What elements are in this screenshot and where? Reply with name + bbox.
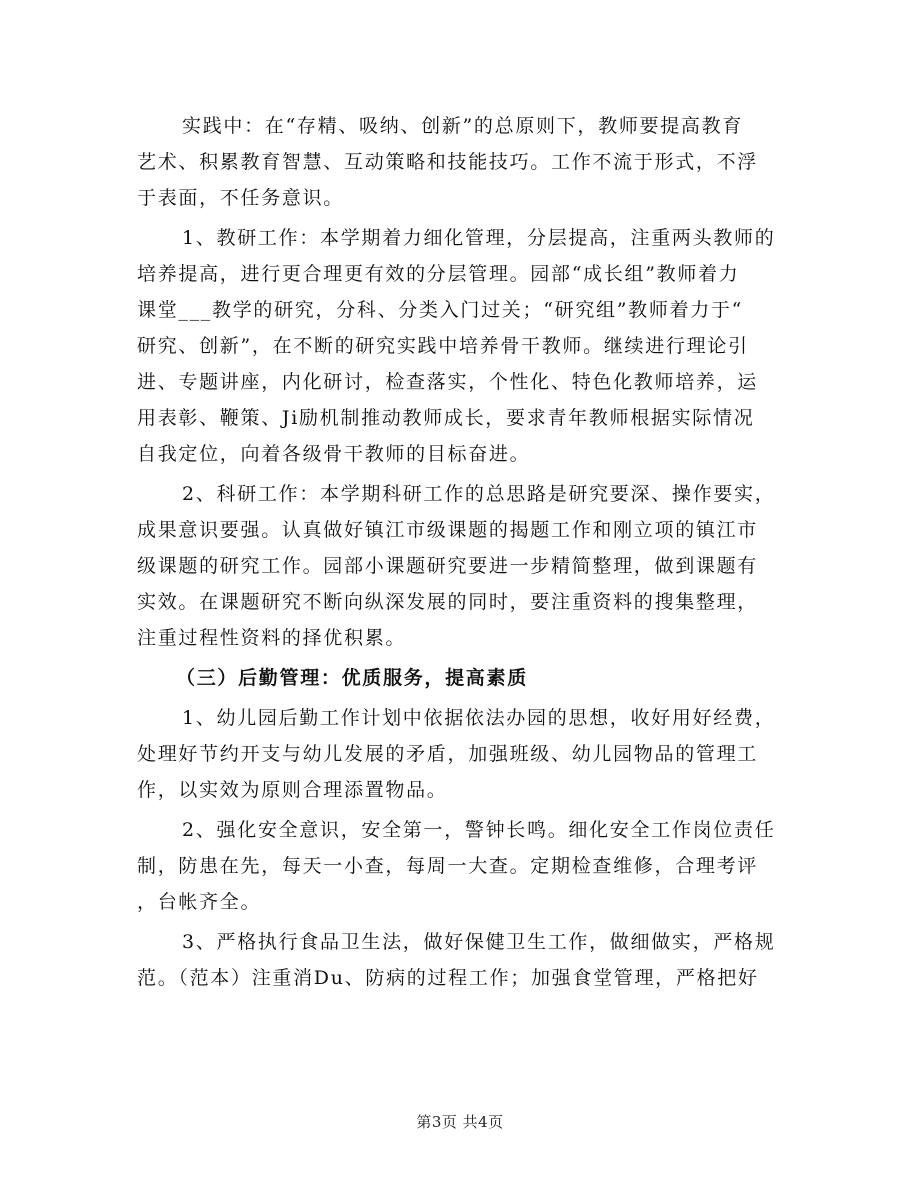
paragraph-teaching-research-line: 课堂___教学的研究，分科、分类入门过关；“研究组”教师着力于“	[137, 299, 744, 321]
paragraph-teaching-research-line: 培养提高，进行更合理更有效的分层管理。园部“成长组”教师着力	[137, 263, 740, 285]
paragraph-logistics-3-line: 范。（范本）注重消Du、防病的过程工作；加强食堂管理，严格把好	[137, 967, 759, 989]
paragraph-logistics-2-line: ，台帐齐全。	[137, 891, 262, 913]
paragraph-logistics-1-line: 处理好节约开支与幼儿发展的矛盾，加强班级、幼儿园物品的管理工	[137, 743, 759, 765]
paragraph-logistics-2-line: 制，防患在先，每天一小查，每周一大查。定期检查维修，合理考评	[137, 855, 759, 877]
paragraph-practice-line: 实践中：在“存精、吸纳、创新”的总原则下，教师要提高教育	[182, 115, 744, 137]
paragraph-teaching-research-line: 研究、创新”，在不断的研究实践中培养骨干教师。继续进行理论引	[137, 335, 749, 357]
paragraph-teaching-research-line: 进、专题讲座，内化研讨，检查落实，个性化、特色化教师培养，运	[137, 371, 759, 393]
paragraph-practice-line: 艺术、积累教育智慧、互动策略和技能技巧。工作不流于形式，不浮	[137, 151, 759, 173]
paragraph-logistics-3-line: 3、严格执行食品卫生法，做好保健卫生工作，做细做实，严格规	[182, 931, 776, 953]
paragraph-teaching-research-line: 1、教研工作：本学期着力细化管理，分层提高，注重两头教师的	[182, 227, 776, 249]
paragraph-scientific-research-line: 2、科研工作：本学期科研工作的总思路是研究要深、操作要实，	[182, 483, 776, 505]
paragraph-logistics-1-line: 作，以实效为原则合理添置物品。	[137, 779, 448, 801]
paragraph-scientific-research-line: 实效。在课题研究不断向纵深发展的同时，要注重资料的搜集整理，	[137, 591, 759, 613]
paragraph-logistics-2-line: 2、强化安全意识，安全第一，警钟长鸣。细化安全工作岗位责任	[182, 819, 776, 841]
paragraph-teaching-research-line: 自我定位，向着各级骨干教师的目标奋进。	[137, 443, 531, 465]
paragraph-logistics-1-line: 1、幼儿园后勤工作计划中依据依法办园的思想，收好用好经费，	[182, 707, 776, 729]
section-heading-logistics: （三）后勤管理：优质服务，提高素质	[176, 667, 528, 689]
page-number-footer: 第3页 共4页	[416, 1113, 504, 1131]
paragraph-teaching-research-line: 用表彰、鞭策、Ji励机制推动教师成长，要求青年教师根据实际情况	[137, 407, 755, 429]
paragraph-scientific-research-line: 注重过程性资料的择优积累。	[137, 627, 407, 649]
paragraph-practice-line: 于表面，不任务意识。	[137, 187, 345, 209]
paragraph-scientific-research-line: 级课题的研究工作。园部小课题研究要进一步精简整理，做到课题有	[137, 555, 759, 577]
paragraph-scientific-research-line: 成果意识要强。认真做好镇江市级课题的揭题工作和刚立项的镇江市	[137, 519, 759, 541]
